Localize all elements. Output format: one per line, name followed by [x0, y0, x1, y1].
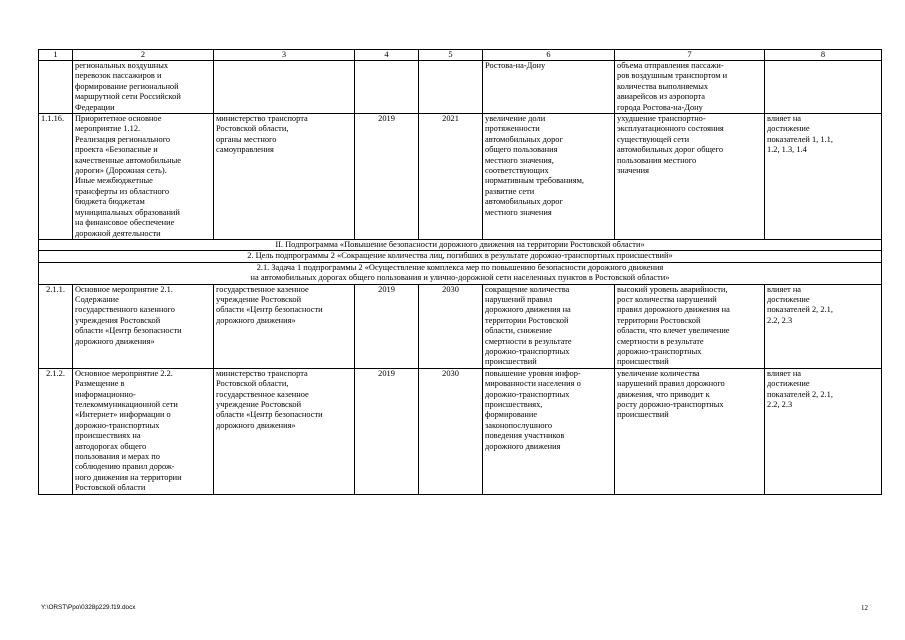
cell-start-year: 2019 [355, 368, 419, 494]
column-number: 8 [765, 50, 882, 61]
table-row-2-1-2 [39, 368, 882, 494]
table-row-2-1-1 [39, 284, 882, 368]
column-number: 2 [73, 50, 214, 61]
cell-end-year [419, 61, 483, 114]
cell-indicators [765, 61, 882, 114]
column-number: 4 [355, 50, 419, 61]
cell-start-year: 2019 [355, 114, 419, 240]
section-row-task [39, 262, 882, 284]
cell-consequences: объема отправления пассажи- ров воздушным транспортом и количества выполняемых авиарейсов из аэропорта города Ростова-на-Дону [615, 61, 765, 114]
cell-executor: государственное казенное учреждение Ростовской области «Центр безопасности дорожного движения» [214, 284, 355, 368]
cell-start-year [355, 61, 419, 114]
cell-expected-result: сокращение количества нарушений правил дорожного движения на территории Ростовской области, снижение смертности в результате дорожно-транспортных происшествий [483, 284, 615, 368]
task-title: 2.1. Задача 1 подпрограммы 2 «Осуществление комплекса мер по повышению безопасности дорожного движения на автомобильных дорогах общего пользования и улично-дорожной сети населенных пунктов в Ростовской области» [39, 262, 882, 284]
cell-start-year: 2019 [355, 284, 419, 368]
cell-end-year: 2021 [419, 114, 483, 240]
measures-table [38, 49, 882, 495]
table-row-continuation [39, 61, 882, 114]
column-number-row [39, 50, 882, 61]
table-row-1-1-16 [39, 114, 882, 240]
goal-title: 2. Цель подпрограммы 2 «Сокращение количества лиц, погибших в результате дорожно-транспортных происшествий» [39, 251, 882, 262]
cell-expected-result: Ростова-на-Дону [483, 61, 615, 114]
cell-consequences: увеличение количества нарушений правил дорожного движения, что приводит к росту дорожно-транспортных происшествий [615, 368, 765, 494]
cell-indicators: влияет на достижение показателей 1, 1.1, 1.2, 1.3, 1.4 [765, 114, 882, 240]
cell-indicators: влияет на достижение показателей 2, 2.1, 2.2, 2.3 [765, 368, 882, 494]
cell-expected-result: увеличение доли протяженности автомобильных дорог общего пользования местного значения, соответствующих нормативным требованиям, развитие сети автомобильных дорог местного значения [483, 114, 615, 240]
cell-number [39, 61, 73, 114]
cell-measure-name: региональных воздушных перевозок пассажиров и формирование региональной маршрутной сети Российской Федерации [73, 61, 214, 114]
section-row-subprogram [39, 239, 882, 250]
cell-consequences: высокий уровень аварийности, рост количества нарушений правил дорожного движения на территории Ростовской области, что влечет увеличение смертности в результате дорожно-транспортных происшествий [615, 284, 765, 368]
cell-expected-result: повышение уровня инфор- мированности населения о дорожно-транспортных происшествиях, формирование законопослушного поведения участников дорожного движения [483, 368, 615, 494]
cell-consequences: ухудшение транспортно- эксплуатационного состояния существующей сети автомобильных дорог общего пользования местного значения [615, 114, 765, 240]
footer-file-path: Y:\ORST\Ppo\0328p229.f19.docx [41, 604, 136, 611]
cell-executor [214, 61, 355, 114]
column-number: 1 [39, 50, 73, 61]
column-number: 3 [214, 50, 355, 61]
cell-measure-name: Основное мероприятие 2.1. Содержание государственного казенного учреждения Ростовской области «Центр безопасности дорожного движения» [73, 284, 214, 368]
section-row-goal [39, 251, 882, 262]
cell-executor: министерство транспорта Ростовской области, органы местного самоуправления [214, 114, 355, 240]
cell-number: 1.1.16. [39, 114, 73, 240]
cell-executor: министерство транспорта Ростовской области, государственное казенное учреждение Ростовской области «Центр безопасности дорожного движения» [214, 368, 355, 494]
column-number: 6 [483, 50, 615, 61]
subprogram-title: II. Подпрограмма «Повышение безопасности дорожного движения на территории Ростовской области» [39, 239, 882, 250]
cell-measure-name: Основное мероприятие 2.2. Размещение в информационно- телекоммуникационной сети «Интернет» информации о дорожно-транспортных происшествиях на автодорогах общего пользования и мерах по соблюдению правил дорож- ного движения на территории Ростовской области [73, 368, 214, 494]
cell-end-year: 2030 [419, 284, 483, 368]
column-number: 5 [419, 50, 483, 61]
cell-measure-name: Приоритетное основное мероприятие 1.12. Реализация регионального проекта «Безопасные и качественные автомобильные дороги» (Дорожная сеть). Иные межбюджетные трансферты из областного бюджета бюджетам муниципальных образований на финансовое обеспечение дорожной деятельности [73, 114, 214, 240]
cell-number: 2.1.2. [39, 368, 73, 494]
page-number: 12 [861, 604, 868, 612]
column-number: 7 [615, 50, 765, 61]
cell-number: 2.1.1. [39, 284, 73, 368]
cell-indicators: влияет на достижение показателей 2, 2.1, 2.2, 2.3 [765, 284, 882, 368]
cell-end-year: 2030 [419, 368, 483, 494]
